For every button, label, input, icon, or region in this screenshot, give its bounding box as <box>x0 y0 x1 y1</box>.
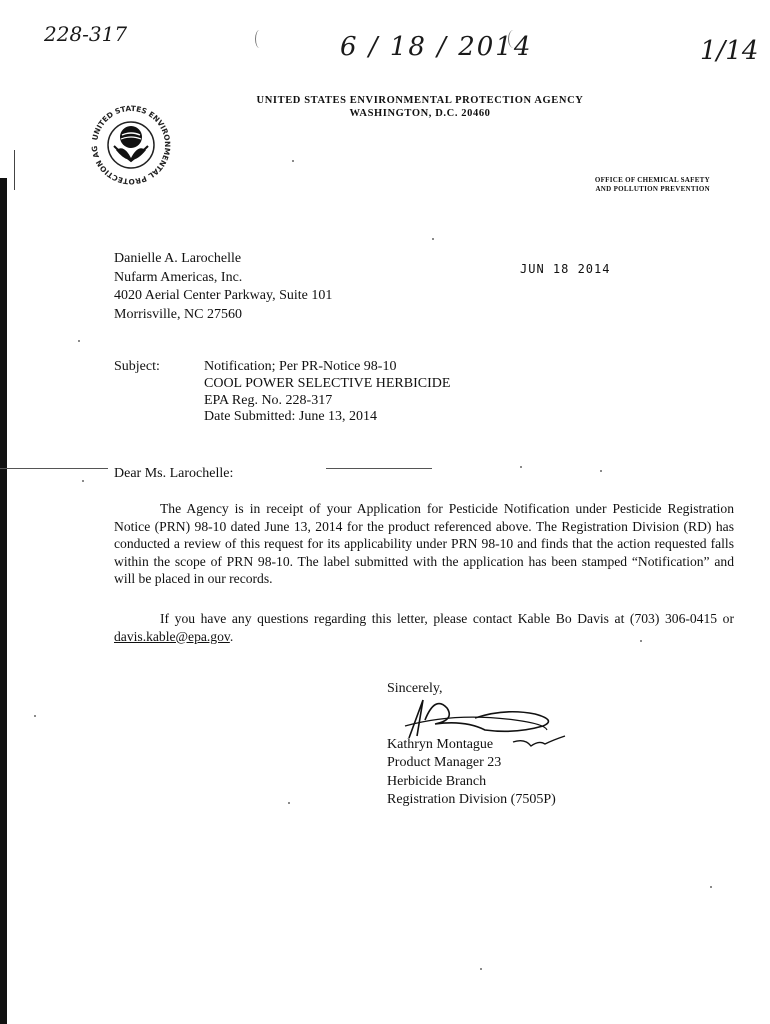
handwritten-date: 6 / 18 / 2014 <box>340 32 533 62</box>
scan-edge-bar <box>0 178 7 1024</box>
office-name <box>520 176 710 194</box>
contact-text: If you have any questions regarding this letter, please contact Kable Bo Davis at (703) 306-0415 or <box>160 611 734 626</box>
subject-line-4: Date Submitted: June 13, 2014 <box>204 409 378 425</box>
body-paragraph-1 <box>114 500 734 588</box>
handwritten-page-number: 1/14 <box>700 36 759 66</box>
subject-line-3: EPA Reg. No. 228-317 <box>204 392 333 408</box>
subject-block <box>204 359 450 426</box>
epa-seal-icon <box>86 100 176 190</box>
contact-email-link[interactable]: davis.kable@epa.gov <box>114 628 230 644</box>
scan-speck <box>34 715 36 717</box>
recipient-company: Nufarm Americas, Inc. <box>114 269 243 285</box>
salutation: Dear Ms. Larochelle: <box>114 466 234 481</box>
subject-line-1: Notification; Per PR-Notice 98-10 <box>204 359 397 374</box>
scan-speck <box>600 470 602 472</box>
contact-text-end: . <box>229 628 234 644</box>
scan-speck <box>78 340 80 342</box>
signer-division: Registration Division (7505P) <box>387 791 556 807</box>
handwritten-signature <box>395 690 585 760</box>
handwritten-reg-number: 228-317 <box>44 22 128 46</box>
scan-speck <box>710 886 712 888</box>
recipient-street: 4020 Aerial Center Parkway, Suite 101 <box>114 288 333 303</box>
scan-speck <box>520 466 522 468</box>
date-stamp: JUN 18 2014 <box>520 262 611 276</box>
letterhead <box>200 94 640 120</box>
scan-speck <box>480 968 482 970</box>
closing: Sincerely, <box>387 681 443 696</box>
agency-name: UNITED STATES ENVIRONMENTAL PROTECTION AGENCY <box>256 95 584 106</box>
scan-speck <box>640 640 642 642</box>
office-line-1: OFFICE OF CHEMICAL SAFETY <box>594 176 710 184</box>
signer-title: Product Manager 23 <box>387 755 502 771</box>
scan-rule-middle <box>326 468 432 469</box>
office-line-2: AND POLLUTION PREVENTION <box>595 185 710 193</box>
recipient-city: Morrisville, NC 27560 <box>114 306 242 322</box>
epa-seal <box>86 100 176 190</box>
scan-edge-mark <box>14 150 15 190</box>
scan-speck <box>292 160 294 162</box>
recipient-address <box>114 250 332 324</box>
agency-city: WASHINGTON, D.C. 20460 <box>349 108 491 119</box>
scan-mark-left <box>255 30 264 48</box>
scan-speck <box>288 802 290 804</box>
body-paragraph-1-text: The Agency is in receipt of your Application for Pesticide Notification under Pesticide Registration Notice (PRN) 98-10 dated June 13, 2014 for the product referenced above. The Registration Division (RD) has conducted a review of this request for its applicability under PRN 98-10 and finds that the action requested falls within the scope of PRN 98-10. The label submitted with the application has been stamped “Notification” and will be placed in our records. <box>114 501 734 587</box>
scan-speck <box>82 480 84 482</box>
svg-text:UNITED STATES ENVIRONMENTAL PR: UNITED STATES ENVIRONMENTAL PROTECTION AG <box>89 103 173 187</box>
scan-rule-left <box>0 468 108 469</box>
subject-line-2: COOL POWER SELECTIVE HERBICIDE <box>204 375 451 391</box>
scan-speck <box>432 238 434 240</box>
signer-name: Kathryn Montague <box>387 737 494 753</box>
signer-branch: Herbicide Branch <box>387 773 487 789</box>
scan-mark-right <box>508 30 519 48</box>
subject-label: Subject: <box>114 359 160 374</box>
recipient-name: Danielle A. Larochelle <box>114 251 242 266</box>
